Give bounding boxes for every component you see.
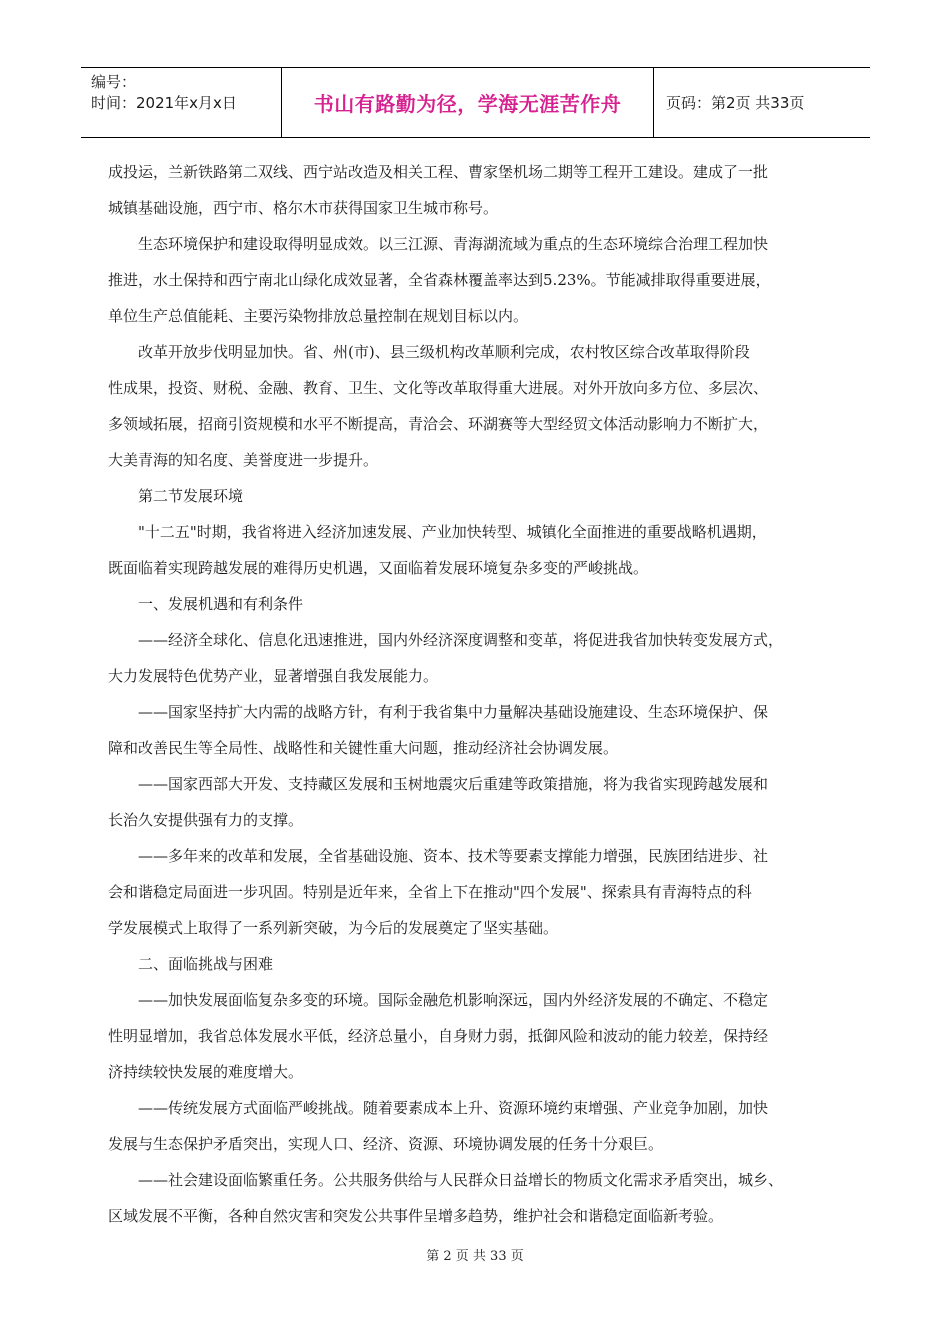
body-line: 发展与生态保护矛盾突出，实现人口、经济、资源、环境协调发展的任务十分艰巨。 <box>108 1135 664 1153</box>
header-page-cell <box>654 68 870 137</box>
body-line: 济持续较快发展的难度增大。 <box>108 1063 304 1081</box>
page-info: 页码：第2页 共33页 <box>666 94 805 112</box>
motto-text: 书山有路勤为径，学海无涯苦作舟 <box>313 92 622 116</box>
body-line: 大美青海的知名度、美誉度进一步提升。 <box>108 451 379 469</box>
subsection-heading: 一、发展机遇和有利条件 <box>138 595 304 613</box>
page-header <box>81 67 870 138</box>
code-label: 编号： <box>91 73 137 91</box>
subsection-heading: 二、面临挑战与困难 <box>138 955 274 973</box>
section-heading: 第二节发展环境 <box>138 487 244 505</box>
body-line: 长治久安提供强有力的支撑。 <box>108 811 304 829</box>
paragraph-start: ——经济全球化、信息化迅速推进，国内外经济深度调整和变革，将促进我省加快转变发展方式， <box>138 631 784 649</box>
header-info-cell <box>81 68 282 137</box>
header-motto-cell <box>282 68 654 137</box>
paragraph-start: ——传统发展方式面临严峻挑战。随着要素成本上升、资源环境约束增强、产业竞争加剧，加快 <box>138 1099 769 1117</box>
body-line: 城镇基础设施，西宁市、格尔木市获得国家卫生城市称号。 <box>108 199 499 217</box>
paragraph-start: ——社会建设面临繁重任务。公共服务供给与人民群众日益增长的物质文化需求矛盾突出，城乡、 <box>138 1171 784 1189</box>
paragraph-start: ——加快发展面临复杂多变的环境。国际金融危机影响深远，国内外经济发展的不确定、不稳定 <box>138 991 769 1009</box>
body-line: 推进，水土保持和西宁南北山绿化成效显著，全省森林覆盖率达到5.23%。节能减排取得重要进展， <box>108 271 771 289</box>
paragraph-start: 生态环境保护和建设取得明显成效。以三江源、青海湖流域为重点的生态环境综合治理工程加快 <box>138 235 769 253</box>
body-line: 障和改善民生等全局性、战略性和关键性重大问题，推动经济社会协调发展。 <box>108 739 619 757</box>
body-line: 性明显增加，我省总体发展水平低，经济总量小，自身财力弱，抵御风险和波动的能力较差，保持经 <box>108 1027 769 1045</box>
paragraph-start: ——国家坚持扩大内需的战略方针，有利于我省集中力量解决基础设施建设、生态环境保护、保 <box>138 703 769 721</box>
paragraph-start: 改革开放步伐明显加快。省、州(市)、县三级机构改革顺利完成，农村牧区综合改革取得阶段 <box>138 343 750 361</box>
paragraph-start: ——多年来的改革和发展，全省基础设施、资本、技术等要素支撑能力增强，民族团结进步、社 <box>138 847 769 865</box>
document-body <box>108 154 834 1234</box>
body-line: 单位生产总值能耗、主要污染物排放总量控制在规划目标以内。 <box>108 307 529 325</box>
body-line: 区域发展不平衡，各种自然灾害和突发公共事件呈增多趋势，维护社会和谐稳定面临新考验。 <box>108 1207 724 1225</box>
body-line: 会和谐稳定局面进一步巩固。特别是近年来，全省上下在推动"四个发展"、探索具有青海特点的科 <box>108 883 752 901</box>
date-label: 时间：2021年x月x日 <box>91 94 237 112</box>
body-line: 学发展模式上取得了一系列新突破，为今后的发展奠定了坚实基础。 <box>108 919 559 937</box>
body-line: 既面临着实现跨越发展的难得历史机遇，又面临着发展环境复杂多变的严峻挑战。 <box>108 559 649 577</box>
body-line: 多领域拓展，招商引资规模和水平不断提高，青洽会、环湖赛等大型经贸文体活动影响力不断扩大， <box>108 415 769 433</box>
paragraph-start: ——国家西部大开发、支持藏区发展和玉树地震灾后重建等政策措施，将为我省实现跨越发展和 <box>138 775 769 793</box>
body-line: 大力发展特色优势产业，显著增强自我发展能力。 <box>108 667 439 685</box>
paragraph-start: "十二五"时期，我省将进入经济加速发展、产业加快转型、城镇化全面推进的重要战略机遇期， <box>138 523 767 541</box>
page-footer: 第 2 页 共 33 页 <box>426 1249 524 1264</box>
body-line: 性成果，投资、财税、金融、教育、卫生、文化等改革取得重大进展。对外开放向多方位、多层次、 <box>108 379 769 397</box>
body-line: 成投运，兰新铁路第二双线、西宁站改造及相关工程、曹家堡机场二期等工程开工建设。建成了一批 <box>108 163 769 181</box>
